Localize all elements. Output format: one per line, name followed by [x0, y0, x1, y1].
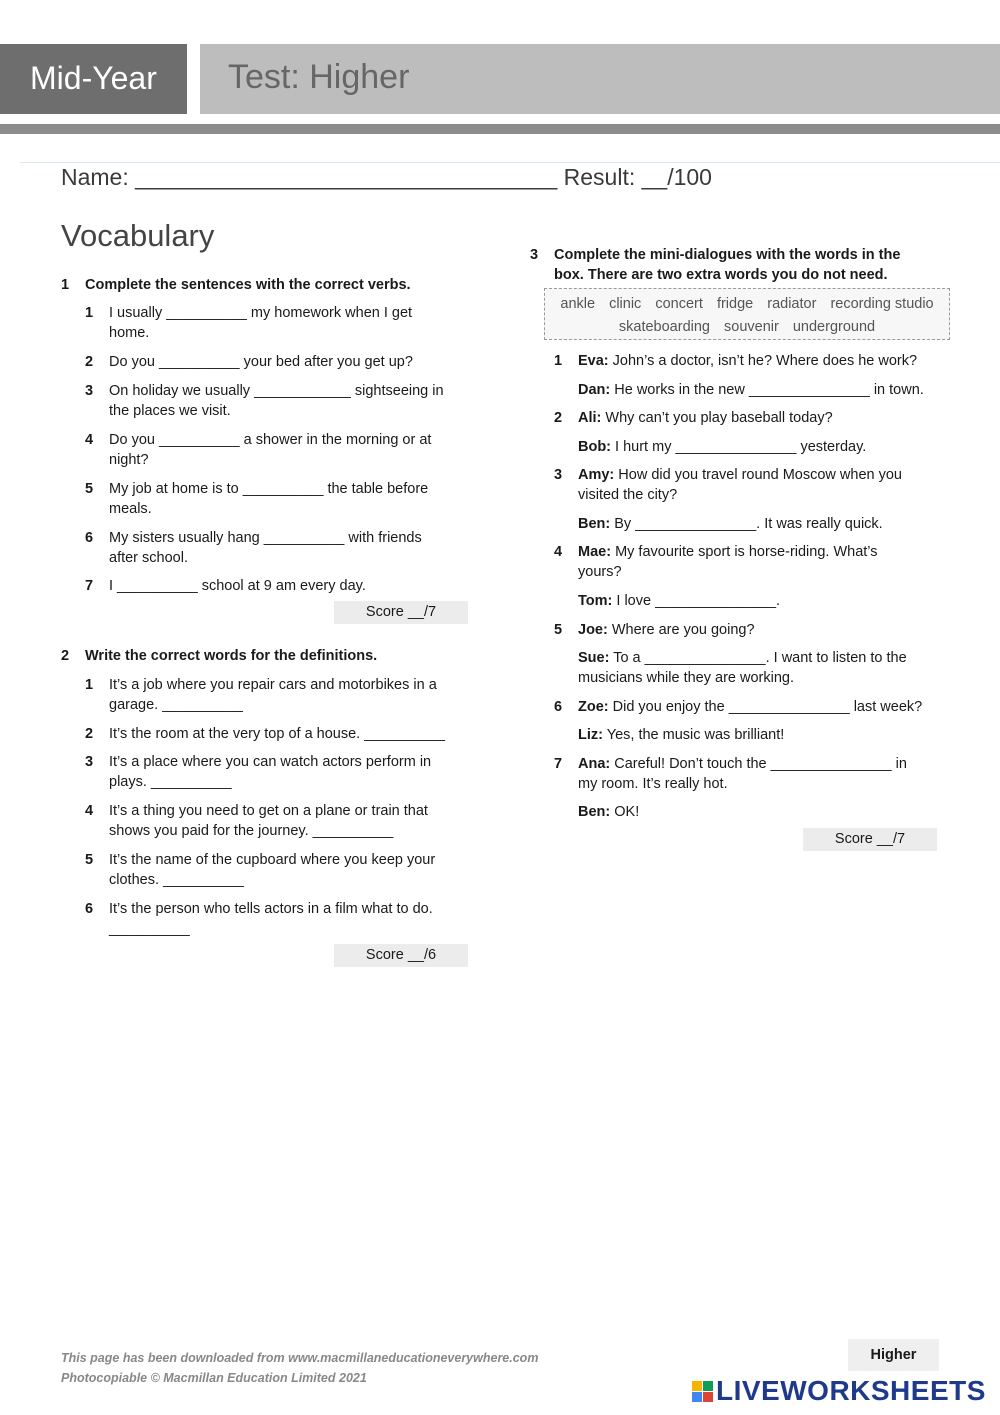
item-number: 1: [554, 353, 563, 369]
speaker-name: Joe:: [578, 622, 608, 638]
box-word: radiator: [767, 296, 817, 312]
box-word: concert: [655, 296, 703, 312]
item-number: 7: [554, 756, 563, 772]
item-number: 4: [85, 803, 94, 819]
item-text: Do you __________ your bed after you get up?: [109, 354, 413, 370]
ex3-score-box: Score __/7: [803, 828, 937, 851]
speaker-name: Sue:: [578, 650, 610, 666]
dialogue-text: my room. It’s really hot.: [578, 776, 728, 792]
item-number: 6: [554, 699, 563, 715]
item-number: 3: [554, 467, 563, 483]
item-text: __________: [109, 921, 190, 937]
speaker-name: Bob:: [578, 439, 612, 455]
item-number: 3: [85, 383, 94, 399]
item-text: It’s a job where you repair cars and motorbikes in a: [109, 677, 437, 693]
item-text: the places we visit.: [109, 403, 231, 419]
item-number: 3: [85, 754, 94, 770]
item-text: clothes. __________: [109, 872, 244, 888]
footer-copyright: Photocopiable © Macmillan Education Limited 2021: [61, 1371, 367, 1385]
item-text: I __________ school at 9 am every day.: [109, 578, 366, 594]
dialogue-text: By _______________. It was really quick.: [610, 516, 883, 532]
dialogue-text: musicians while they are working.: [578, 670, 794, 686]
dialogue-text: To a _______________. I want to listen to the: [609, 650, 907, 666]
logo-square: [692, 1381, 702, 1391]
item-text: It’s a place where you can watch actors perform in: [109, 754, 432, 770]
item-number: 2: [85, 354, 94, 370]
ex3-number: 3: [530, 247, 539, 263]
header-left-block: [0, 44, 187, 114]
header-thin-line: [20, 162, 1000, 163]
item-text: shows you paid for the journey. __________: [109, 823, 394, 839]
speaker-name: Ana:: [578, 756, 611, 772]
item-text: home.: [109, 325, 150, 341]
speaker-name: Liz:: [578, 727, 603, 743]
speaker-name: Ben:: [578, 516, 611, 532]
speaker-name: Mae:: [578, 544, 612, 560]
ex1-score-box: Score __/7: [334, 601, 468, 624]
item-text: Do you __________ a shower in the morning or at: [109, 432, 432, 448]
box-word: skateboarding: [618, 319, 710, 335]
ex2-heading: [61, 646, 481, 666]
logo-text: LIVEWORKSHEETS: [716, 1375, 986, 1406]
dialogue-text: I hurt my _______________ yesterday.: [611, 439, 867, 455]
dialogue-text: Why can’t you play baseball today?: [601, 410, 833, 426]
dialogue-text: Careful! Don’t touch the _______________ in: [610, 756, 907, 772]
dialogue-text: yours?: [578, 564, 622, 580]
header-right-block: [200, 44, 1000, 114]
speaker-name: Ali:: [578, 410, 602, 426]
speaker-name: Amy:: [578, 467, 615, 483]
item-text: meals.: [109, 501, 152, 517]
item-text: It’s the name of the cupboard where you keep your: [109, 852, 436, 868]
dialogue-text: visited the city?: [578, 487, 678, 503]
item-text: night?: [109, 452, 149, 468]
header-right-title: Test: Higher: [228, 58, 410, 96]
speaker-name: Ben:: [578, 804, 611, 820]
section-title: Vocabulary: [61, 218, 215, 253]
item-number: 5: [85, 852, 94, 868]
item-number: 6: [85, 901, 94, 917]
ex1-number: 1: [61, 277, 70, 293]
dialogue-text: He works in the new _______________ in town.: [610, 382, 924, 398]
dialogue-text: Yes, the music was brilliant!: [602, 727, 785, 743]
speaker-name: Tom:: [578, 593, 613, 609]
name-result-row: Name: _________________________________ Result: __/100: [61, 164, 712, 190]
liveworksheets-logo: [692, 1376, 986, 1406]
dialogue-text: OK!: [610, 804, 640, 820]
box-word: ankle: [560, 296, 596, 312]
speaker-name: Zoe:: [578, 699, 609, 715]
dialogue-text: I love _______________.: [612, 593, 781, 609]
speaker-name: Eva:: [578, 353, 609, 369]
logo-square: [703, 1381, 713, 1391]
item-text: after school.: [109, 550, 188, 566]
footer-download-note: This page has been downloaded from www.macmillaneducationeverywhere.com: [61, 1351, 539, 1365]
ex2-number: 2: [61, 648, 70, 664]
dialogue-text: How did you travel round Moscow when you: [614, 467, 902, 483]
logo-square: [703, 1392, 713, 1402]
item-number: 1: [85, 305, 94, 321]
item-number: 4: [554, 544, 563, 560]
dialogue-text: Did you enjoy the _______________ last week?: [608, 699, 923, 715]
dialogue-text: John’s a doctor, isn’t he? Where does he work?: [608, 353, 918, 369]
logo-squares-icon: [692, 1381, 713, 1402]
item-number: 2: [554, 410, 563, 426]
item-number: 2: [85, 726, 94, 742]
logo-square: [692, 1392, 702, 1402]
box-word: recording studio: [830, 296, 934, 312]
dialogue-text: My favourite sport is horse-riding. What’s: [611, 544, 878, 560]
item-number: 6: [85, 530, 94, 546]
dialogue-text: Where are you going?: [607, 622, 755, 638]
item-text: plays. __________: [109, 774, 232, 790]
item-text: It’s the room at the very top of a house. __________: [109, 726, 445, 742]
item-text: My sisters usually hang __________ with friends: [109, 530, 422, 546]
ex2-score-box: Score __/6: [334, 944, 468, 967]
item-number: 5: [554, 622, 563, 638]
ex3-instruction-line2: box. There are two extra words you do not need.: [554, 267, 888, 283]
item-number: 7: [85, 578, 94, 594]
ex1-instruction: Complete the sentences with the correct verbs.: [85, 277, 411, 293]
box-word: underground: [792, 319, 876, 335]
ex2-instruction: Write the correct words for the definitions.: [85, 648, 378, 664]
item-number: 1: [85, 677, 94, 693]
item-text: On holiday we usually ____________ sightseeing in: [109, 383, 444, 399]
item-number: 5: [85, 481, 94, 497]
box-word: fridge: [716, 296, 754, 312]
item-text: It’s a thing you need to get on a plane or train that: [109, 803, 428, 819]
footer-credits: [61, 1348, 538, 1388]
item-text: It’s the person who tells actors in a film what to do.: [109, 901, 433, 917]
level-badge: Higher: [848, 1339, 939, 1371]
item-number: 4: [85, 432, 94, 448]
box-word: souvenir: [724, 319, 779, 335]
header-left-title: Mid-Year: [30, 60, 157, 96]
ex1-heading: [61, 275, 481, 295]
item-text: garage. __________: [109, 697, 243, 713]
ex3-instruction-line1: Complete the mini-dialogues with the words in the: [554, 247, 901, 263]
item-text: I usually __________ my homework when I get: [109, 305, 413, 321]
word-box: [544, 288, 950, 340]
box-word: clinic: [609, 296, 642, 312]
ex3-heading: [530, 245, 950, 285]
header-divider-bar: [0, 124, 1000, 134]
item-text: My job at home is to __________ the table before: [109, 481, 429, 497]
speaker-name: Dan:: [578, 382, 611, 398]
